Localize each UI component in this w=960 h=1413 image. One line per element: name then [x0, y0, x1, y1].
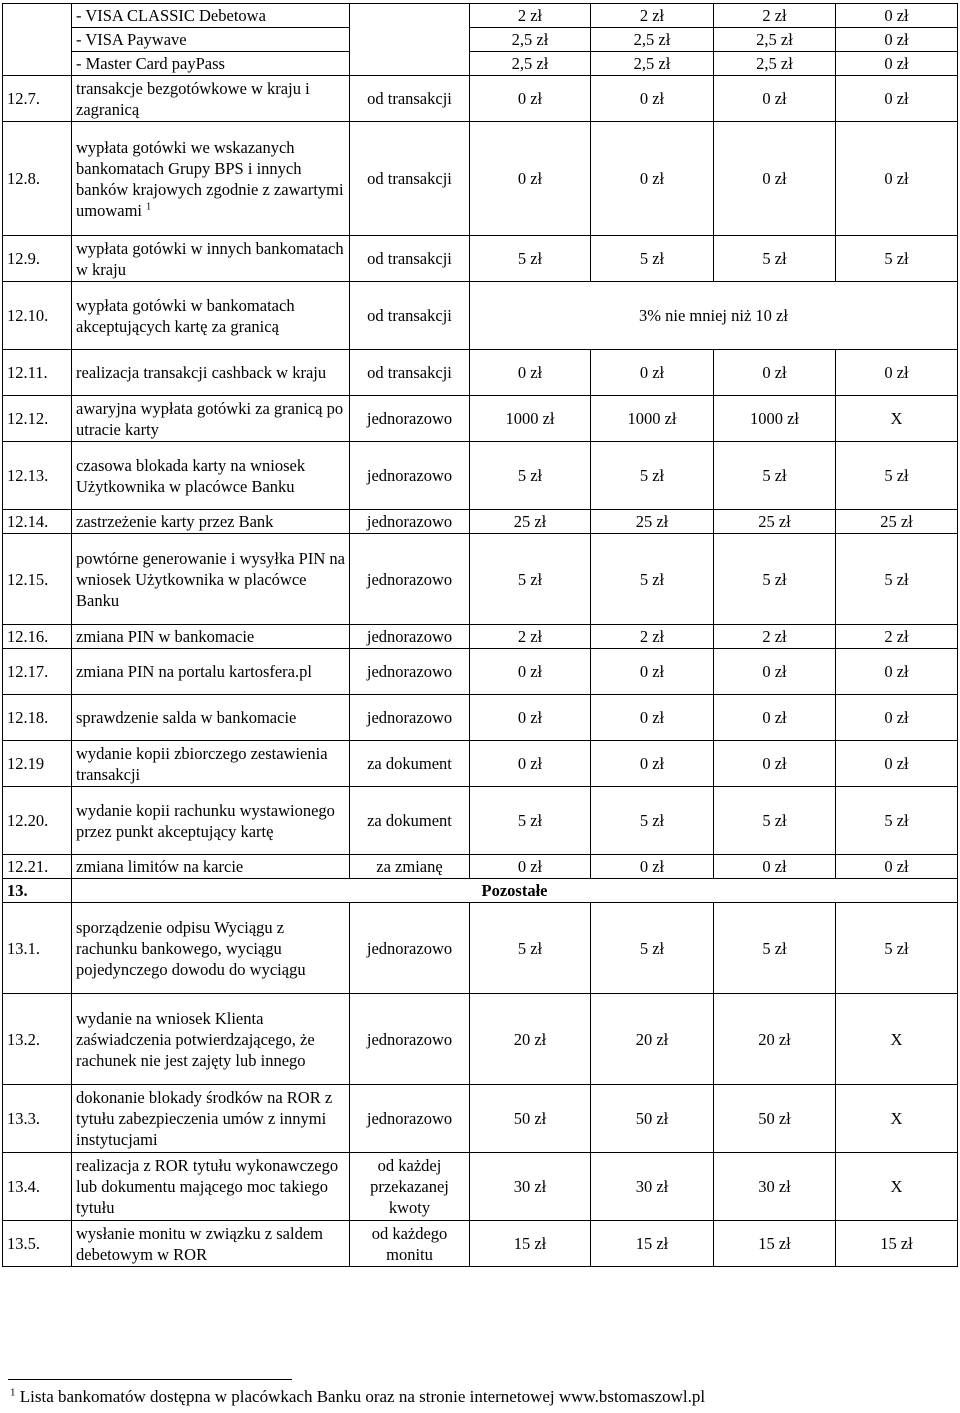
- fee-name-text: wypłata gotówki w bankomatach akceptujących kartę za granicą: [76, 295, 295, 336]
- fee-value: 25 zł: [591, 510, 714, 534]
- fee-value: 2,5 zł: [591, 28, 714, 52]
- fee-value: 0 zł: [836, 855, 958, 879]
- fee-name-text: sprawdzenie salda w bankomacie: [76, 708, 297, 727]
- fee-value: 5 zł: [836, 534, 958, 625]
- fee-value: 2,5 zł: [591, 52, 714, 76]
- table-row: [3, 787, 958, 855]
- fee-name-text: wydanie kopii rachunku wystawionego przez punkt akceptujący kartę: [76, 800, 335, 841]
- fee-value: 0 zł: [470, 76, 591, 122]
- fee-unit: od transakcji: [350, 122, 470, 236]
- fee-value: 2 zł: [470, 4, 591, 28]
- row-number: 12.12.: [3, 396, 72, 442]
- fee-name: - VISA Paywave: [72, 28, 350, 52]
- fee-name: [72, 122, 350, 236]
- fee-value: 0 zł: [714, 122, 836, 236]
- fee-value: 2,5 zł: [714, 28, 836, 52]
- fee-name: [72, 741, 350, 787]
- fee-unit: od transakcji: [350, 236, 470, 282]
- row-number: 12.14.: [3, 510, 72, 534]
- fee-value: 0 zł: [836, 52, 958, 76]
- fee-value: 2,5 zł: [470, 52, 591, 76]
- fee-name: [72, 350, 350, 396]
- table-row: [3, 52, 958, 76]
- table-row: [3, 350, 958, 396]
- table-row: [3, 855, 958, 879]
- fee-value: 5 zł: [470, 903, 591, 994]
- fee-name: [72, 903, 350, 994]
- fee-value: 0 zł: [470, 649, 591, 695]
- row-number: 13.3.: [3, 1085, 72, 1153]
- fee-value: 0 zł: [836, 649, 958, 695]
- fee-name: [72, 1153, 350, 1221]
- fee-value: 2 zł: [714, 625, 836, 649]
- fee-name-text: zmiana limitów na karcie: [76, 857, 244, 876]
- fee-unit: od transakcji: [350, 350, 470, 396]
- fee-name: [72, 76, 350, 122]
- fee-value: 5 zł: [714, 903, 836, 994]
- fee-name: [72, 695, 350, 741]
- fee-value: 5 zł: [591, 903, 714, 994]
- fee-value: 5 zł: [714, 442, 836, 510]
- fee-value: 25 zł: [836, 510, 958, 534]
- fee-name-text: wysłanie monitu w związku z saldem debetowym w ROR: [76, 1223, 323, 1264]
- fee-value: 0 zł: [836, 28, 958, 52]
- fee-value: 2 zł: [470, 625, 591, 649]
- fee-name: - VISA CLASSIC Debetowa: [72, 4, 350, 28]
- fee-value: 15 zł: [470, 1221, 591, 1267]
- fee-name-text: realizacja transakcji cashback w kraju: [76, 363, 327, 382]
- row-number: 12.7.: [3, 76, 72, 122]
- fee-value: 50 zł: [714, 1085, 836, 1153]
- fee-unit: za zmianę: [350, 855, 470, 879]
- fees-table-body: [3, 4, 958, 1267]
- footnote-divider: [8, 1379, 292, 1380]
- table-row: [3, 122, 958, 236]
- table-row: [3, 741, 958, 787]
- fee-unit: od każdej przekazanej kwoty: [350, 1153, 470, 1221]
- fee-value: 0 zł: [591, 741, 714, 787]
- fee-value: 0 zł: [591, 350, 714, 396]
- fee-value: 5 zł: [591, 236, 714, 282]
- fee-unit: od transakcji: [350, 76, 470, 122]
- fee-value: 5 zł: [714, 534, 836, 625]
- fee-name-text: czasowa blokada karty na wniosek Użytkownika w placówce Banku: [76, 455, 306, 496]
- row-number: 12.9.: [3, 236, 72, 282]
- fee-name: [72, 510, 350, 534]
- table-row: [3, 4, 958, 28]
- fee-name: [72, 396, 350, 442]
- row-number: 12.20.: [3, 787, 72, 855]
- fee-value: 0 zł: [836, 4, 958, 28]
- fee-value: 5 zł: [836, 236, 958, 282]
- row-number: 12.13.: [3, 442, 72, 510]
- fee-value: 5 zł: [470, 236, 591, 282]
- table-row: [3, 396, 958, 442]
- fee-unit: jednorazowo: [350, 695, 470, 741]
- fee-name: [72, 787, 350, 855]
- fee-value: 5 zł: [591, 534, 714, 625]
- fee-value: X: [836, 994, 958, 1085]
- fee-name-text: zmiana PIN w bankomacie: [76, 627, 255, 646]
- table-row: [3, 282, 958, 350]
- table-row: [3, 28, 958, 52]
- row-number: 12.19: [3, 741, 72, 787]
- fee-value: X: [836, 1085, 958, 1153]
- fee-value: 25 zł: [470, 510, 591, 534]
- fee-value: 2,5 zł: [714, 52, 836, 76]
- fee-value: 20 zł: [714, 994, 836, 1085]
- fee-name-text: wypłata gotówki we wskazanych bankomatach Grupy BPS i innych banków krajowych zgodnie z zawartymi umowami: [76, 137, 344, 220]
- fee-unit: jednorazowo: [350, 1085, 470, 1153]
- fee-value-merged: 3% nie mniej niż 10 zł: [470, 282, 958, 350]
- fee-unit: jednorazowo: [350, 649, 470, 695]
- table-row: [3, 442, 958, 510]
- fee-value: 0 zł: [591, 76, 714, 122]
- fee-value: X: [836, 1153, 958, 1221]
- fee-value: 0 zł: [591, 649, 714, 695]
- footnote-text: Lista bankomatów dostępna w placówkach Banku oraz na stronie internetowej www.bstomaszowl.pl: [19, 1387, 706, 1406]
- fee-name: [72, 855, 350, 879]
- fee-value: 2,5 zł: [470, 28, 591, 52]
- fee-name: [72, 994, 350, 1085]
- table-row: [3, 879, 958, 903]
- row-number: 12.11.: [3, 350, 72, 396]
- fee-value: 0 zł: [836, 350, 958, 396]
- row-number: 13.4.: [3, 1153, 72, 1221]
- fee-value: 0 zł: [470, 350, 591, 396]
- fee-value: 1000 zł: [714, 396, 836, 442]
- fee-name-text: wydanie kopii zbiorczego zestawienia transakcji: [76, 743, 328, 784]
- table-row: [3, 1153, 958, 1221]
- fee-value: 0 zł: [714, 350, 836, 396]
- fee-unit: [350, 4, 470, 76]
- fee-name: [72, 282, 350, 350]
- fee-unit: jednorazowo: [350, 625, 470, 649]
- fee-value: 50 zł: [591, 1085, 714, 1153]
- table-row: [3, 534, 958, 625]
- fee-name-text: transakcje bezgotówkowe w kraju i zagranicą: [76, 78, 310, 119]
- row-number: 12.18.: [3, 695, 72, 741]
- fee-value: 5 zł: [591, 787, 714, 855]
- fee-unit: jednorazowo: [350, 442, 470, 510]
- fee-value: 30 zł: [591, 1153, 714, 1221]
- fee-value: 5 zł: [836, 787, 958, 855]
- table-row: [3, 903, 958, 994]
- fee-unit: od każdego monitu: [350, 1221, 470, 1267]
- fee-name: [72, 625, 350, 649]
- fee-value: 0 zł: [591, 695, 714, 741]
- fee-name-text: wydanie na wniosek Klienta zaświadczenia potwierdzającego, że rachunek nie jest zajęty lub innego: [76, 1008, 315, 1070]
- fee-value: X: [836, 396, 958, 442]
- table-row: [3, 76, 958, 122]
- fee-value: 50 zł: [470, 1085, 591, 1153]
- fee-name: [72, 1085, 350, 1153]
- fee-unit: za dokument: [350, 787, 470, 855]
- fee-value: 2 zł: [836, 625, 958, 649]
- fee-value: 0 zł: [714, 695, 836, 741]
- fee-name-text: dokonanie blokady środków na ROR z tytułu zabezpieczenia umów z innymi instytucjami: [76, 1088, 333, 1149]
- fee-value: 0 zł: [714, 855, 836, 879]
- fee-value: 0 zł: [836, 76, 958, 122]
- fee-value: 5 zł: [470, 787, 591, 855]
- fee-value: 0 zł: [470, 741, 591, 787]
- fee-value: 30 zł: [714, 1153, 836, 1221]
- fee-value: 0 zł: [470, 122, 591, 236]
- footnote: [10, 1386, 950, 1407]
- fee-value: 0 zł: [470, 855, 591, 879]
- fee-value: 5 zł: [714, 236, 836, 282]
- fee-value: 2 zł: [714, 4, 836, 28]
- table-row: [3, 236, 958, 282]
- fee-value: 5 zł: [714, 787, 836, 855]
- table-row: [3, 1221, 958, 1267]
- row-number: 12.21.: [3, 855, 72, 879]
- fees-table: [2, 3, 958, 1267]
- fee-value: 0 zł: [591, 855, 714, 879]
- fee-value: 5 zł: [836, 442, 958, 510]
- fee-value: 0 zł: [836, 695, 958, 741]
- fee-name-text: wypłata gotówki w innych bankomatach w kraju: [76, 238, 344, 279]
- fee-unit: jednorazowo: [350, 510, 470, 534]
- row-number: 13.1.: [3, 903, 72, 994]
- row-number: 12.10.: [3, 282, 72, 350]
- fee-value: 15 zł: [836, 1221, 958, 1267]
- fee-value: 5 zł: [836, 903, 958, 994]
- fee-value: 25 zł: [714, 510, 836, 534]
- table-row: [3, 1085, 958, 1153]
- fee-value: 15 zł: [591, 1221, 714, 1267]
- table-row: [3, 649, 958, 695]
- fee-name: [72, 534, 350, 625]
- fee-name: [72, 236, 350, 282]
- fee-name: [72, 1221, 350, 1267]
- fee-unit: od transakcji: [350, 282, 470, 350]
- fee-name: [72, 442, 350, 510]
- row-number: 12.17.: [3, 649, 72, 695]
- fee-value: 15 zł: [714, 1221, 836, 1267]
- fee-value: 1000 zł: [591, 396, 714, 442]
- table-row: [3, 510, 958, 534]
- fee-value: 5 zł: [470, 442, 591, 510]
- row-number: 12.16.: [3, 625, 72, 649]
- fee-value: 0 zł: [836, 741, 958, 787]
- fee-value: 0 zł: [714, 76, 836, 122]
- fee-value: 5 zł: [591, 442, 714, 510]
- table-row: [3, 695, 958, 741]
- fee-value: 2 zł: [591, 625, 714, 649]
- row-number: 12.8.: [3, 122, 72, 236]
- table-row: [3, 994, 958, 1085]
- fee-value: 0 zł: [470, 695, 591, 741]
- fee-name: [72, 649, 350, 695]
- fee-unit: jednorazowo: [350, 534, 470, 625]
- fee-unit: jednorazowo: [350, 994, 470, 1085]
- section-title: Pozostałe: [72, 879, 958, 903]
- fee-value: 2 zł: [591, 4, 714, 28]
- fee-value: 1000 zł: [470, 396, 591, 442]
- footnote-marker: 1: [10, 1386, 16, 1399]
- section-number: 13.: [3, 879, 72, 903]
- fee-value: 0 zł: [836, 122, 958, 236]
- footnote-reference: 1: [146, 201, 152, 212]
- row-number: 12.15.: [3, 534, 72, 625]
- fee-name-text: powtórne generowanie i wysyłka PIN na wniosek Użytkownika w placówce Banku: [76, 548, 345, 610]
- fee-value: 0 zł: [714, 741, 836, 787]
- fee-name-text: awaryjna wypłata gotówki za granicą po utracie karty: [76, 398, 344, 439]
- row-number: [3, 4, 72, 76]
- fee-name-text: sporządzenie odpisu Wyciągu z rachunku bankowego, wyciągu pojedynczego dowodu do wyciągu: [76, 917, 306, 979]
- row-number: 13.5.: [3, 1221, 72, 1267]
- table-row: [3, 625, 958, 649]
- fee-value: 20 zł: [591, 994, 714, 1085]
- fee-value: 20 zł: [470, 994, 591, 1085]
- row-number: 13.2.: [3, 994, 72, 1085]
- fee-name-text: zmiana PIN na portalu kartosfera.pl: [76, 662, 312, 681]
- fee-value: 30 zł: [470, 1153, 591, 1221]
- fee-value: 5 zł: [470, 534, 591, 625]
- fee-value: 0 zł: [591, 122, 714, 236]
- fee-name-text: realizacja z ROR tytułu wykonawczego lub dokumentu mającego moc takiego tytułu: [76, 1156, 339, 1217]
- fee-unit: jednorazowo: [350, 396, 470, 442]
- fee-name: - Master Card payPass: [72, 52, 350, 76]
- fee-value: 0 zł: [714, 649, 836, 695]
- fee-unit: za dokument: [350, 741, 470, 787]
- fee-unit: jednorazowo: [350, 903, 470, 994]
- fee-name-text: zastrzeżenie karty przez Bank: [76, 512, 274, 531]
